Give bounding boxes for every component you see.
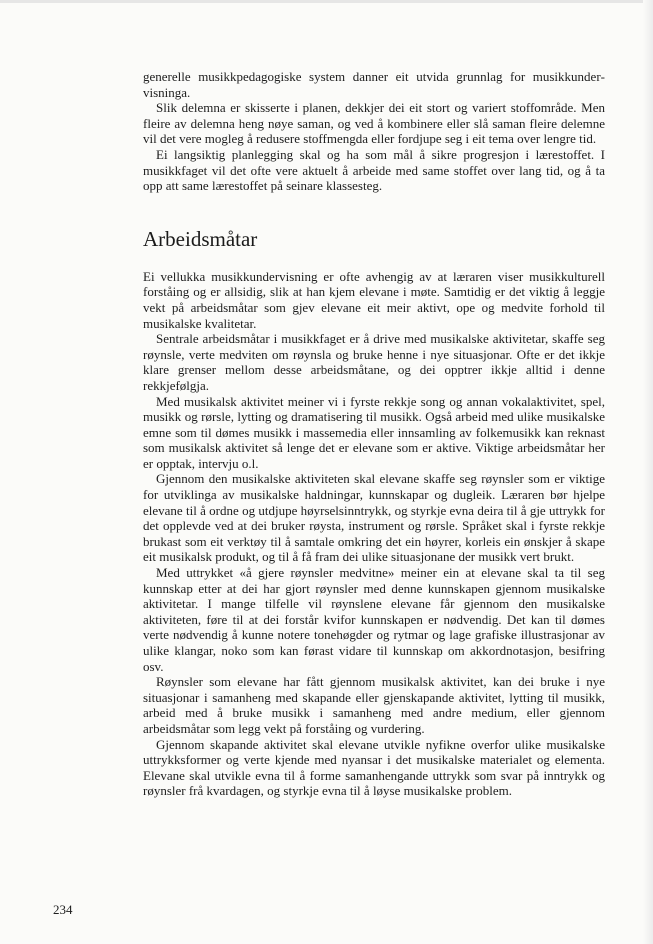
paragraph: Ei langsiktig planlegging skal og ha som mål å sikre progresjon i lærestoffet. I musikkfaget vil det ofte vere aktuelt å arbeide med same stoffet over lang tid, og å ta opp att same lærestoffet på seinare klassesteg. [143,146,605,194]
body-text [143,69,605,799]
paragraph: Gjennom den musikalske aktiviteten skal elevane skaffe seg røynsler som er viktige for utviklinga av musikalske haldningar, kunnskapar og dugleik. Læraren bør hjelpe elevane til å ordne og utdjupe høyrselsinntrykk, og styrkje evna deira til å gje uttrykk for det opplevde ved at dei bruker røysta, instrument og rørsle. Språket skal i fyrste rekkje brukast som eit verktøy til å samtale omkring det ein høyrer, korleis ein ønskjer å skape eit musikalsk produkt, og til å få fram dei ulike situasjonane der musikk vert brukt. [143,471,605,565]
paragraph: Røynsler som elevane har fått gjennom musikalsk aktivitet, kan dei bruke i nye situasjonar i samanheng med skapande eller gjenskapande aktivitet, lytting til musikk, arbeid med å bruke musikk i samanheng med andre medium, eller gjennom arbeidsmåtar som legg vekt på forståing og vurdering. [143,674,605,736]
paragraph: Sentrale arbeidsmåtar i musikkfaget er å drive med musikalske aktivitetar, skaffe seg røynsle, verte medviten om røynsla og bruke henne i nye situasjonar. Ofte er det ikkje klare grenser mellom desse arbeidsmåtane, og dei opptrer ikkje alltid i denne rekkjefølgja. [143,331,605,393]
paragraph: Med uttrykket «å gjere røynsler medvitne» meiner ein at elevane skal ta til seg kunnskap etter at dei har gjort røynsler med denne kunnskapen gjennom musikalske aktivitetar. I mange tilfelle vil røynslene elevane får gjennom den musikalske aktiviteten, føre til at dei forstår kvifor kunnskapen er nødvendig. Det kan til dømes verte nødvendig å kunne notere tonehøgder og rytmar og lage grafiske illustrasjonar av ulike klangar, noko som kan førast vidare til kunnskap om akkordnotasjon, besifring osv. [143,565,605,674]
page-top-edge [0,0,653,3]
section-heading: Arbeidsmåtar [143,226,258,251]
paragraph: generelle musikkpedagogiske system danner eit utvida grunnlag for musikkundervisninga. [143,69,605,100]
paragraph: Ei vellukka musikkundervisning er ofte avhengig av at læraren viser musikkulturell forståing og er allsidig, slik at han kjem elevane i møte. Samtidig er det viktig å leggje vekt på arbeidsmåtar som gjev elevane eit meir aktivt, ope og medvite forhold til musikalske kvalitetar. [143,268,605,331]
paragraph: Gjennom skapande aktivitet skal elevane utvikle nyfikne overfor ulike musikalske uttrykksformer og verte kjende med nyansar i det musikalske materialet og elementa. Elevane skal utvikle evna til å forme samanhengande uttrykk som svar på inntrykk og røynsler frå kvardagen, og styrkje evna til å løyse musikalske problem. [143,736,605,799]
page-right-edge [643,0,653,944]
page-number: 234 [53,902,73,917]
paragraph: Med musikalsk aktivitet meiner vi i fyrste rekkje song og annan vokalaktivitet, spel, musikk og rørsle, lytting og dramatisering til musikk. Også arbeid med ulike musikalske emne som til dømes musikk i massemedia eller innsamling av folkemusikk kan reknast som musikalsk aktivitet så lenge det er elevane som er aktive. Viktige arbeidsmåtar her er opptak, intervju o.l. [143,393,605,471]
paragraph: Slik delemna er skisserte i planen, dekkjer dei eit stort og variert stoffområde. Men fleire av delemna heng nøye saman, og ved å kombinere eller slå saman fleire delemne vil det vere mogleg å redusere stoffmengda eller fordjupe seg i eit tema over lengre tid. [143,100,605,147]
